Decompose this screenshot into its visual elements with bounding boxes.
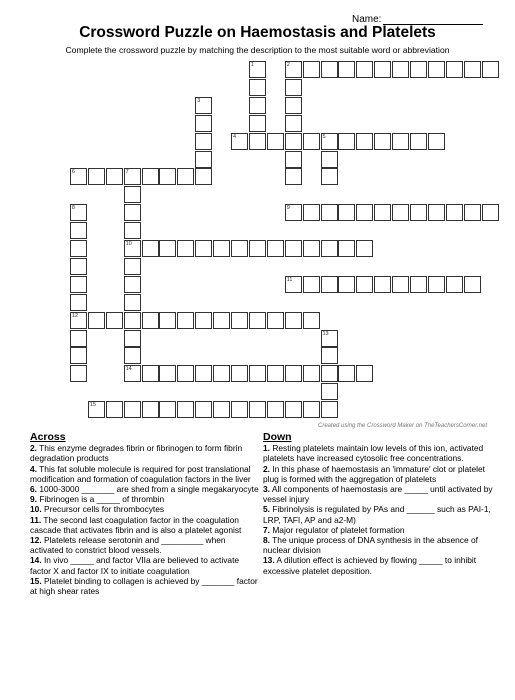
grid-cell[interactable]	[142, 240, 159, 257]
clue-number: 15.	[30, 575, 42, 586]
grid-cell[interactable]	[70, 294, 87, 311]
clue-text: Fibrinogen is a _____ of thrombin	[37, 494, 165, 505]
clue-number: 9.	[30, 494, 37, 505]
grid-cell[interactable]	[88, 168, 105, 185]
grid-cell[interactable]	[267, 401, 284, 418]
clue-text: Resting platelets maintain low levels of this ion, activated platelets have increased cytosolic free concentrations.	[263, 443, 484, 464]
grid-cell[interactable]	[374, 204, 391, 221]
grid-cell[interactable]	[159, 312, 176, 329]
cell-number: 9	[286, 205, 290, 212]
clue-number: 11.	[30, 514, 42, 525]
grid-cell[interactable]	[106, 312, 123, 329]
grid-cell[interactable]	[321, 383, 338, 400]
grid-cell[interactable]	[285, 151, 302, 168]
clue-text: The second last coagulation factor in the coagulation cascade that activates fibrin and is also a platelet agonist	[30, 514, 242, 535]
grid-cell[interactable]	[124, 347, 141, 364]
grid-cell[interactable]	[410, 204, 427, 221]
across-clue	[30, 494, 260, 504]
grid-cell[interactable]	[70, 330, 87, 347]
grid-cell[interactable]	[464, 276, 481, 293]
across-clue	[30, 535, 260, 555]
grid-cell[interactable]	[321, 151, 338, 168]
grid-cell[interactable]	[249, 312, 266, 329]
grid-cell[interactable]	[142, 168, 159, 185]
clue-number: 7.	[263, 524, 270, 535]
grid-cell[interactable]	[177, 240, 194, 257]
grid-cell[interactable]	[338, 240, 355, 257]
clue-text: This enzyme degrades fibrin or fibrinogen to form fibrin degradation products	[30, 443, 243, 464]
cell-number: 14	[125, 366, 132, 373]
grid-cell[interactable]	[392, 61, 409, 78]
grid-cell[interactable]	[249, 115, 266, 132]
cell-number: 15	[89, 402, 96, 409]
grid-cell[interactable]	[374, 133, 391, 150]
grid-cell[interactable]	[177, 401, 194, 418]
grid-cell[interactable]	[249, 365, 266, 382]
grid-cell[interactable]	[356, 365, 373, 382]
across-clue	[30, 515, 260, 535]
grid-cell[interactable]	[464, 204, 481, 221]
clue-number: 13.	[263, 555, 275, 566]
grid-cell[interactable]	[231, 401, 248, 418]
grid-cell[interactable]	[159, 240, 176, 257]
grid-cell[interactable]	[285, 168, 302, 185]
grid-cell[interactable]	[106, 401, 123, 418]
cell-number: 7	[125, 169, 129, 176]
grid-cell[interactable]	[249, 79, 266, 96]
grid-cell[interactable]	[195, 97, 212, 114]
grid-cell[interactable]	[124, 312, 141, 329]
cell-number: 8	[71, 205, 75, 212]
grid-cell[interactable]	[285, 115, 302, 132]
grid-cell[interactable]	[249, 133, 266, 150]
grid-cell[interactable]	[285, 97, 302, 114]
grid-cell[interactable]	[124, 222, 141, 239]
grid-cell[interactable]	[321, 347, 338, 364]
grid-cell[interactable]	[428, 276, 445, 293]
clue-number: 3.	[263, 484, 270, 495]
grid-cell[interactable]	[106, 168, 123, 185]
grid-cell[interactable]	[321, 204, 338, 221]
grid-cell[interactable]	[177, 168, 194, 185]
grid-cell[interactable]	[124, 294, 141, 311]
grid-cell[interactable]	[285, 61, 302, 78]
grid-cell[interactable]	[231, 365, 248, 382]
grid-cell[interactable]	[321, 276, 338, 293]
grid-cell[interactable]	[249, 401, 266, 418]
down-clue	[263, 535, 493, 555]
grid-cell[interactable]	[356, 61, 373, 78]
grid-cell[interactable]	[303, 240, 320, 257]
grid-cell[interactable]	[249, 97, 266, 114]
grid-cell[interactable]	[338, 365, 355, 382]
grid-cell[interactable]	[124, 401, 141, 418]
grid-cell[interactable]	[124, 204, 141, 221]
grid-cell[interactable]	[267, 133, 284, 150]
clue-number: 14.	[30, 555, 42, 566]
clue-number: 1.	[263, 443, 270, 454]
grid-cell[interactable]	[70, 222, 87, 239]
grid-cell[interactable]	[159, 168, 176, 185]
grid-cell[interactable]	[159, 401, 176, 418]
grid-cell[interactable]	[124, 365, 141, 382]
grid-cell[interactable]	[70, 168, 87, 185]
across-clues	[30, 432, 260, 596]
grid-cell[interactable]	[124, 276, 141, 293]
grid-cell[interactable]	[428, 204, 445, 221]
grid-cell[interactable]	[338, 204, 355, 221]
grid-cell[interactable]	[159, 365, 176, 382]
grid-cell[interactable]	[285, 365, 302, 382]
grid-cell[interactable]	[338, 133, 355, 150]
across-clue	[30, 504, 260, 514]
down-clue	[263, 555, 493, 575]
across-clue	[30, 464, 260, 484]
grid-cell[interactable]	[303, 61, 320, 78]
grid-cell[interactable]	[124, 168, 141, 185]
grid-cell[interactable]	[410, 276, 427, 293]
grid-cell[interactable]	[195, 115, 212, 132]
grid-cell[interactable]	[231, 240, 248, 257]
grid-cell[interactable]	[392, 133, 409, 150]
clue-text: Platelet binding to collagen is achieved by _______ factor at high shear rates	[30, 575, 258, 597]
grid-cell[interactable]	[303, 133, 320, 150]
grid-cell[interactable]	[213, 401, 230, 418]
grid-cell[interactable]	[338, 276, 355, 293]
grid-cell[interactable]	[321, 240, 338, 257]
grid-cell[interactable]	[267, 365, 284, 382]
grid-cell[interactable]	[356, 133, 373, 150]
grid-cell[interactable]	[321, 401, 338, 418]
cell-number: 2	[286, 62, 290, 68]
grid-cell[interactable]	[124, 240, 141, 257]
grid-cell[interactable]	[374, 276, 391, 293]
across-clue	[30, 443, 260, 463]
name-label: Name:	[352, 14, 382, 25]
grid-cell[interactable]	[142, 401, 159, 418]
grid-cell[interactable]	[356, 240, 373, 257]
grid-cell[interactable]	[195, 151, 212, 168]
grid-cell[interactable]	[303, 312, 320, 329]
grid-cell[interactable]	[446, 61, 463, 78]
clue-number: 6.	[30, 484, 37, 495]
grid-cell[interactable]	[195, 133, 212, 150]
down-clue	[263, 464, 493, 484]
grid-cell[interactable]	[267, 240, 284, 257]
grid-cell[interactable]	[213, 365, 230, 382]
clue-text: 1000-3000 _______ are shed from a single megakaryocyte	[37, 484, 259, 495]
grid-cell[interactable]	[303, 204, 320, 221]
grid-cell[interactable]	[428, 133, 445, 150]
clue-text: In vivo _____ and factor VIIa are believed to activate factor X and factor IX to initiate coagulation	[30, 555, 240, 576]
grid-cell[interactable]	[482, 204, 499, 221]
clue-number: 2.	[30, 443, 37, 454]
grid-cell[interactable]	[321, 330, 338, 347]
grid-cell[interactable]	[303, 276, 320, 293]
grid-cell[interactable]	[392, 204, 409, 221]
grid-cell[interactable]	[142, 312, 159, 329]
grid-cell[interactable]	[88, 401, 105, 418]
grid-cell[interactable]	[195, 240, 212, 257]
grid-cell[interactable]	[142, 365, 159, 382]
clue-text: This fat soluble molecule is required for post translational modification and formation of coagulation factors in the liver	[30, 463, 251, 484]
cell-number: 10	[125, 241, 132, 247]
clue-text: All components of haemostasis are _____ until activated by vessel injury	[263, 484, 493, 505]
grid-cell[interactable]	[356, 276, 373, 293]
grid-cell[interactable]	[177, 312, 194, 329]
grid-cell[interactable]	[321, 365, 338, 382]
grid-cell[interactable]	[285, 401, 302, 418]
clue-number: 8.	[263, 535, 270, 546]
cell-number: 1	[250, 62, 254, 68]
down-clue	[263, 443, 493, 463]
grid-cell[interactable]	[195, 401, 212, 418]
grid-cell[interactable]	[195, 312, 212, 329]
down-heading: Down	[263, 431, 292, 443]
down-clue	[263, 484, 493, 504]
grid-cell[interactable]	[321, 61, 338, 78]
clue-text: Platelets release serotonin and _________ when activated to constrict blood vessels.	[30, 535, 226, 556]
grid-cell[interactable]	[285, 240, 302, 257]
grid-cell[interactable]	[231, 133, 248, 150]
cell-number: 5	[322, 133, 326, 140]
clue-number: 5.	[263, 504, 270, 515]
grid-cell[interactable]	[285, 204, 302, 221]
grid-cell[interactable]	[410, 133, 427, 150]
grid-cell[interactable]	[177, 365, 194, 382]
clue-text: Major regulator of platelet formation	[270, 524, 405, 535]
grid-cell[interactable]	[249, 240, 266, 257]
clue-number: 10.	[30, 504, 42, 515]
grid-cell[interactable]	[321, 168, 338, 185]
grid-cell[interactable]	[70, 276, 87, 293]
grid-cell[interactable]	[356, 204, 373, 221]
grid-cell[interactable]	[285, 276, 302, 293]
page-title: Crossword Puzzle on Haemostasis and Platelets	[79, 24, 436, 41]
cell-number: 4	[233, 133, 237, 140]
clue-text: Fibrinolysis is regulated by PAs and ______ such as PAI-1, LRP, TAFI, AP and a2-M)	[263, 504, 491, 525]
grid-cell[interactable]	[88, 312, 105, 329]
grid-cell[interactable]	[303, 401, 320, 418]
grid-cell[interactable]	[195, 365, 212, 382]
across-clue	[30, 484, 260, 494]
grid-cell[interactable]	[428, 61, 445, 78]
grid-cell[interactable]	[213, 312, 230, 329]
grid-cell[interactable]	[124, 258, 141, 275]
cell-number: 11	[286, 276, 293, 283]
clue-text: A dilution effect is achieved by flowing _____ to inhibit excessive platelet deposition.	[263, 555, 477, 576]
clue-text: Precursor cells for thrombocytes	[41, 504, 165, 515]
grid-cell[interactable]	[338, 61, 355, 78]
grid-cell[interactable]	[285, 79, 302, 96]
grid-cell[interactable]	[249, 61, 266, 78]
clue-text: In this phase of haemostasis an 'immature' clot or platelet plug is formed with the aggregation of platelets	[263, 463, 486, 484]
grid-cell[interactable]	[70, 204, 87, 221]
grid-cell[interactable]	[70, 312, 87, 329]
grid-cell[interactable]	[213, 240, 230, 257]
across-clue	[30, 555, 260, 575]
grid-cell[interactable]	[482, 61, 499, 78]
grid-cell[interactable]	[392, 276, 409, 293]
grid-cell[interactable]	[70, 365, 87, 382]
grid-cell[interactable]	[464, 61, 481, 78]
down-clues	[263, 432, 493, 576]
grid-cell[interactable]	[410, 61, 427, 78]
grid-cell[interactable]	[321, 133, 338, 150]
credit-text: Created using the Crossword Maker on TheTeachersCorner.net	[318, 423, 487, 429]
grid-cell[interactable]	[231, 312, 248, 329]
grid-cell[interactable]	[446, 204, 463, 221]
clue-number: 2.	[263, 463, 270, 474]
across-clue	[30, 576, 260, 596]
grid-cell[interactable]	[285, 312, 302, 329]
cell-number: 6	[71, 169, 75, 176]
clue-text: The unique process of DNA synthesis in the absence of nuclear division	[263, 535, 478, 556]
grid-cell[interactable]	[124, 330, 141, 347]
instructions: Complete the crossword puzzle by matching the description to the most suitable word or abbreviation	[65, 45, 450, 55]
clue-number: 4.	[30, 463, 37, 474]
across-heading: Across	[30, 431, 66, 443]
clue-number: 12.	[30, 535, 42, 546]
grid-cell[interactable]	[70, 258, 87, 275]
grid-cell[interactable]	[70, 240, 87, 257]
grid-cell[interactable]	[285, 133, 302, 150]
grid-cell[interactable]	[446, 276, 463, 293]
grid-cell[interactable]	[374, 61, 391, 78]
grid-cell[interactable]	[70, 347, 87, 364]
cell-number: 3	[197, 97, 201, 104]
grid-cell[interactable]	[267, 312, 284, 329]
grid-cell[interactable]	[195, 168, 212, 185]
grid-cell[interactable]	[124, 186, 141, 203]
down-clue	[263, 504, 493, 524]
cell-number: 13	[322, 330, 329, 337]
cell-number: 12	[71, 312, 79, 319]
down-clue	[263, 525, 493, 535]
grid-cell[interactable]	[303, 365, 320, 382]
